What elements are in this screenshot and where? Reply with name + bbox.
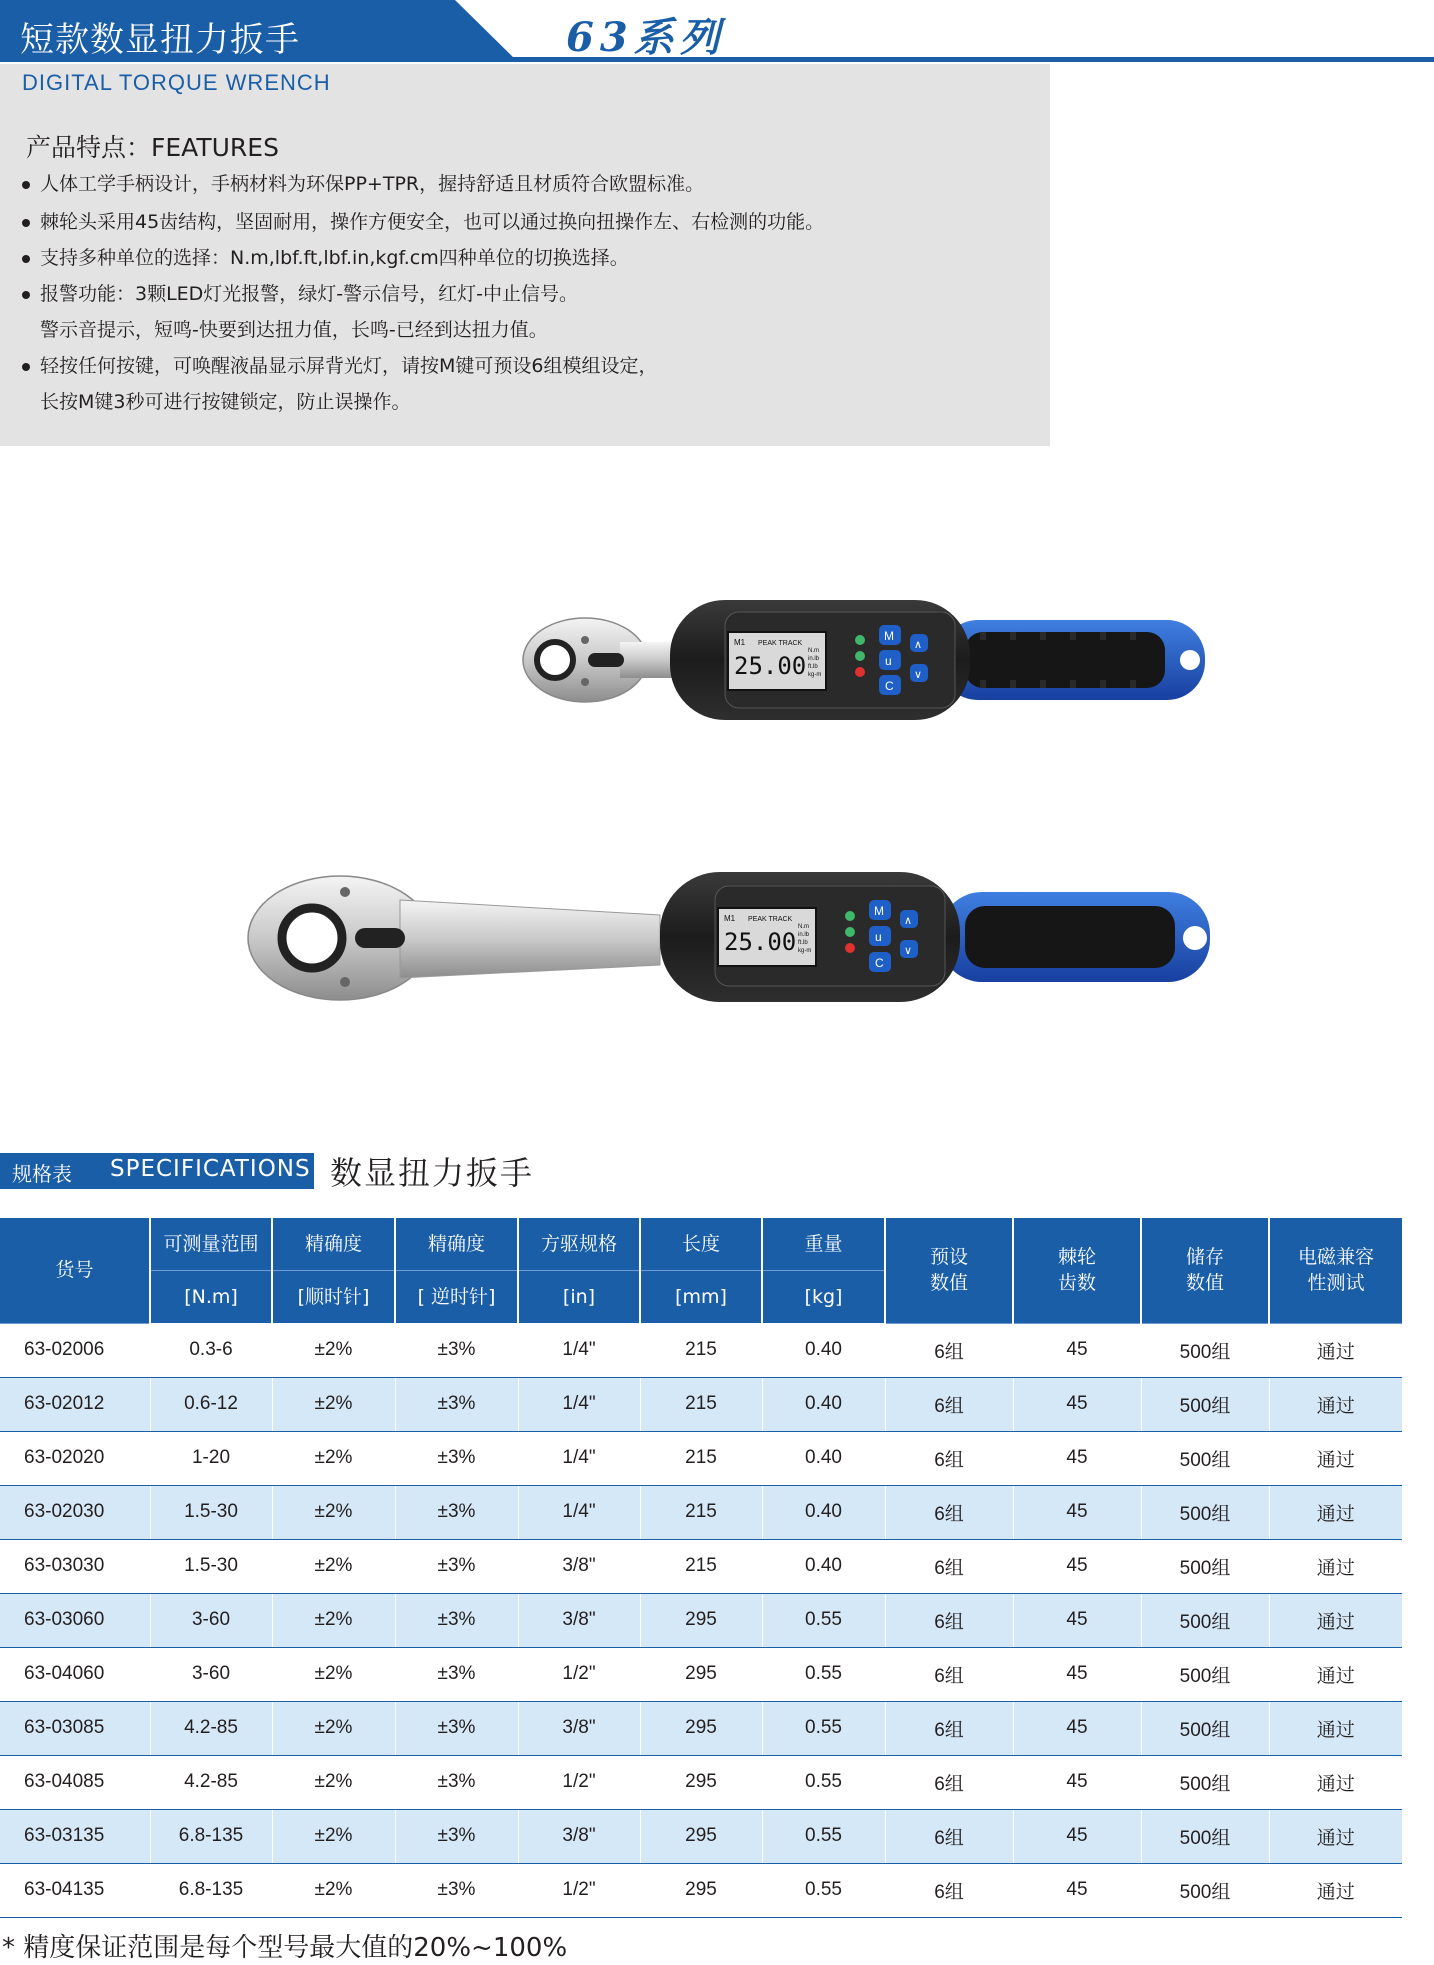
svg-text:N.m: N.m (798, 924, 809, 930)
table-cell: 通过 (1269, 1755, 1402, 1809)
table-cell: 63-03060 (0, 1593, 150, 1647)
table-cell: ±2% (272, 1485, 395, 1539)
table-cell: 3-60 (150, 1647, 272, 1701)
column-header (1141, 1218, 1269, 1323)
column-header: 长度 (640, 1218, 762, 1271)
table-cell: ±2% (272, 1701, 395, 1755)
table-cell: ±3% (395, 1485, 518, 1539)
accuracy-footnote: * 精度保证范围是每个型号最大值的20%~100% (2, 1933, 568, 1963)
table-cell: ±2% (272, 1755, 395, 1809)
lcd-reading: 25.00 (734, 652, 807, 680)
table-cell: ±3% (395, 1755, 518, 1809)
table-cell: 1/4" (518, 1485, 640, 1539)
wrench-short-image (510, 590, 1240, 740)
table-cell: 3/8" (518, 1593, 640, 1647)
table-cell: 1/2" (518, 1863, 640, 1917)
spec-title: 数显扭力扳手 (330, 1154, 535, 1192)
feature-text: 人体工学手柄设计，手柄材料为环保PP+TPR，握持舒适且材质符合欧盟标准。 (40, 173, 705, 195)
table-row (0, 1593, 1402, 1647)
feature-text: 支持多种单位的选择：N.m,lbf.ft,lbf.in,kgf.cm四种单位的切换选择。 (40, 247, 629, 269)
table-cell: ±2% (272, 1539, 395, 1593)
table-cell: 295 (640, 1701, 762, 1755)
feature-text: 报警功能：3颗LED灯光报警，绿灯-警示信号，红灯-中止信号。 (40, 283, 579, 305)
svg-text:M1: M1 (724, 914, 736, 923)
svg-text:∧: ∧ (914, 638, 923, 651)
table-cell: 6组 (885, 1485, 1013, 1539)
spec-table (0, 1218, 1402, 1918)
table-cell: 295 (640, 1647, 762, 1701)
table-cell: 0.55 (762, 1701, 885, 1755)
table-cell: 4.2-85 (150, 1755, 272, 1809)
column-header: 精确度 (395, 1218, 518, 1271)
table-cell: 6组 (885, 1863, 1013, 1917)
feature-item (18, 166, 1038, 202)
table-cell: 295 (640, 1863, 762, 1917)
column-header-text: 预设 (929, 1246, 968, 1269)
spec-tab-en: SPECIFICATIONS (110, 1156, 311, 1182)
table-row (0, 1809, 1402, 1863)
bullet-dot (22, 181, 30, 189)
svg-text:C: C (875, 956, 884, 970)
table-cell: 45 (1013, 1539, 1141, 1593)
table-cell: 0.40 (762, 1485, 885, 1539)
column-header (1013, 1218, 1141, 1323)
features-list (18, 166, 1038, 420)
table-cell: 500组 (1141, 1863, 1269, 1917)
table-row (0, 1755, 1402, 1809)
table-cell: ±3% (395, 1377, 518, 1431)
wrench-long-image (240, 860, 1240, 1020)
table-cell: 1/4" (518, 1323, 640, 1377)
table-cell: 通过 (1269, 1593, 1402, 1647)
table-cell: 0.55 (762, 1755, 885, 1809)
table-cell: 500组 (1141, 1377, 1269, 1431)
column-header-text: 数值 (1185, 1272, 1224, 1295)
table-cell: 通过 (1269, 1323, 1402, 1377)
bullet-dot (22, 363, 30, 371)
table-cell: 3-60 (150, 1593, 272, 1647)
column-header (885, 1218, 1013, 1323)
table-cell: 6组 (885, 1809, 1013, 1863)
table-cell: 通过 (1269, 1539, 1402, 1593)
table-cell: 1-20 (150, 1431, 272, 1485)
bullet-dot (22, 255, 30, 263)
table-row (0, 1539, 1402, 1593)
table-cell: 215 (640, 1539, 762, 1593)
table-cell: 295 (640, 1593, 762, 1647)
table-cell: 1/4" (518, 1431, 640, 1485)
column-header-text: 棘轮 (1057, 1246, 1096, 1269)
table-cell: 45 (1013, 1431, 1141, 1485)
column-unit: [ 逆时针] (395, 1271, 518, 1324)
table-cell: 6组 (885, 1377, 1013, 1431)
table-cell: 63-04085 (0, 1755, 150, 1809)
table-cell: 295 (640, 1755, 762, 1809)
table-row (0, 1701, 1402, 1755)
feature-text: 轻按任何按键，可唤醒液晶显示屏背光灯，请按M键可预设6组模组设定， (40, 355, 658, 377)
table-cell: 45 (1013, 1323, 1141, 1377)
bullet-dot (22, 291, 30, 299)
series-label: 63系列 (566, 14, 726, 61)
svg-text:PEAK TRACK: PEAK TRACK (748, 916, 793, 923)
table-cell: 6组 (885, 1431, 1013, 1485)
table-cell: 500组 (1141, 1485, 1269, 1539)
table-cell: 6.8-135 (150, 1863, 272, 1917)
table-cell: 63-03030 (0, 1539, 150, 1593)
table-cell: 0.40 (762, 1377, 885, 1431)
table-cell: 通过 (1269, 1485, 1402, 1539)
spec-tab-cn: 规格表 (12, 1162, 72, 1186)
table-cell: 1.5-30 (150, 1539, 272, 1593)
table-cell: 1.5-30 (150, 1485, 272, 1539)
spec-tab (0, 1153, 314, 1189)
column-unit: [kg] (762, 1271, 885, 1324)
lcd-units: N.m (808, 648, 819, 654)
table-cell: 0.55 (762, 1593, 885, 1647)
feature-item (18, 348, 1038, 420)
feature-item (18, 204, 1038, 240)
features-heading: 产品特点：FEATURES (26, 133, 279, 162)
column-unit: [顺时针] (272, 1271, 395, 1324)
table-cell: ±3% (395, 1809, 518, 1863)
table-row (0, 1647, 1402, 1701)
table-cell: 295 (640, 1809, 762, 1863)
english-subtitle: DIGITAL TORQUE WRENCH (22, 70, 331, 95)
column-header: 精确度 (272, 1218, 395, 1271)
table-cell: 0.55 (762, 1809, 885, 1863)
table-cell: 通过 (1269, 1701, 1402, 1755)
table-cell: 3/8" (518, 1809, 640, 1863)
table-cell: 63-02020 (0, 1431, 150, 1485)
table-cell: 500组 (1141, 1593, 1269, 1647)
spec-table-head (0, 1218, 1402, 1323)
svg-text:kg-m: kg-m (808, 672, 822, 678)
table-cell: 1/2" (518, 1755, 640, 1809)
table-cell: 4.2-85 (150, 1701, 272, 1755)
table-cell: 6组 (885, 1539, 1013, 1593)
table-cell: 6.8-135 (150, 1809, 272, 1863)
svg-text:u: u (885, 654, 892, 668)
table-row (0, 1431, 1402, 1485)
table-cell: 63-02030 (0, 1485, 150, 1539)
table-cell: ±3% (395, 1863, 518, 1917)
table-cell: 通过 (1269, 1431, 1402, 1485)
table-cell: 6组 (885, 1593, 1013, 1647)
table-cell: 通过 (1269, 1863, 1402, 1917)
table-cell: ±3% (395, 1593, 518, 1647)
table-cell: 500组 (1141, 1431, 1269, 1485)
table-cell: ±2% (272, 1377, 395, 1431)
table-cell: 500组 (1141, 1755, 1269, 1809)
table-cell: 1/2" (518, 1647, 640, 1701)
column-header: 重量 (762, 1218, 885, 1271)
table-cell: 45 (1013, 1755, 1141, 1809)
table-cell: 通过 (1269, 1377, 1402, 1431)
column-header (0, 1218, 150, 1323)
table-cell: 6组 (885, 1701, 1013, 1755)
table-cell: 500组 (1141, 1809, 1269, 1863)
svg-text:kg-m: kg-m (798, 948, 812, 954)
table-cell: 45 (1013, 1863, 1141, 1917)
table-cell: 3/8" (518, 1539, 640, 1593)
column-header: 方驱规格 (518, 1218, 640, 1271)
table-cell: 0.40 (762, 1323, 885, 1377)
table-cell: 215 (640, 1323, 762, 1377)
column-header: 可测量范围 (150, 1218, 272, 1271)
table-cell: 45 (1013, 1485, 1141, 1539)
table-cell: 0.3-6 (150, 1323, 272, 1377)
table-cell: ±3% (395, 1323, 518, 1377)
table-cell: 500组 (1141, 1539, 1269, 1593)
table-cell: 215 (640, 1377, 762, 1431)
page-title: 短款数显扭力扳手 (20, 20, 300, 60)
table-cell: 215 (640, 1431, 762, 1485)
table-cell: 63-04060 (0, 1647, 150, 1701)
spec-table-body (0, 1323, 1402, 1917)
table-cell: 0.55 (762, 1647, 885, 1701)
column-unit: [mm] (640, 1271, 762, 1324)
table-cell: 63-02006 (0, 1323, 150, 1377)
column-header-text: 数值 (929, 1272, 968, 1295)
svg-text:∨: ∨ (914, 668, 923, 681)
table-cell: 215 (640, 1485, 762, 1539)
column-header-text: 货号 (55, 1259, 94, 1282)
feature-text: 棘轮头采用45齿结构，坚固耐用，操作方便安全，也可以通过换向扭操作左、右检测的功能。 (40, 211, 825, 233)
table-cell: 6组 (885, 1647, 1013, 1701)
table-cell: 0.40 (762, 1431, 885, 1485)
table-cell: 63-04135 (0, 1863, 150, 1917)
table-cell: 0.40 (762, 1539, 885, 1593)
table-cell: ±2% (272, 1863, 395, 1917)
feature-text-continued: 警示音提示，短鸣-快要到达扭力值，长鸣-已经到达扭力值。 (40, 319, 548, 341)
table-cell: ±2% (272, 1431, 395, 1485)
table-cell: 63-03135 (0, 1809, 150, 1863)
table-cell: 500组 (1141, 1647, 1269, 1701)
table-cell: 45 (1013, 1647, 1141, 1701)
column-header (1269, 1218, 1402, 1323)
svg-text:ft.lb: ft.lb (798, 940, 808, 946)
table-cell: ±3% (395, 1701, 518, 1755)
table-row (0, 1323, 1402, 1377)
svg-text:M: M (874, 904, 884, 918)
table-cell: 0.6-12 (150, 1377, 272, 1431)
svg-text:M: M (884, 629, 894, 643)
table-cell: 63-03085 (0, 1701, 150, 1755)
feature-item (18, 240, 1038, 276)
table-cell: 45 (1013, 1701, 1141, 1755)
table-cell: 45 (1013, 1809, 1141, 1863)
column-unit: [N.m] (150, 1271, 272, 1324)
column-header-text: 电磁兼容 (1297, 1246, 1374, 1269)
table-row (0, 1485, 1402, 1539)
lcd-track: PEAK TRACK (758, 640, 803, 647)
table-cell: ±2% (272, 1809, 395, 1863)
table-cell: 6组 (885, 1755, 1013, 1809)
table-row (0, 1863, 1402, 1917)
table-cell: 通过 (1269, 1647, 1402, 1701)
table-cell: ±3% (395, 1431, 518, 1485)
bullet-dot (22, 219, 30, 227)
table-cell: 0.55 (762, 1863, 885, 1917)
column-header-text: 齿数 (1057, 1272, 1096, 1295)
table-cell: 500组 (1141, 1323, 1269, 1377)
svg-text:u: u (875, 930, 882, 944)
table-cell: 45 (1013, 1593, 1141, 1647)
table-cell: ±3% (395, 1647, 518, 1701)
column-header-text: 性测试 (1307, 1272, 1365, 1295)
table-cell: 通过 (1269, 1809, 1402, 1863)
table-cell: 6组 (885, 1323, 1013, 1377)
svg-text:C: C (885, 679, 894, 693)
table-cell: ±2% (272, 1323, 395, 1377)
svg-text:25.00: 25.00 (724, 928, 797, 956)
feature-text-continued: 长按M键3秒可进行按键锁定，防止误操作。 (40, 391, 411, 413)
table-cell: 3/8" (518, 1701, 640, 1755)
svg-text:ft.lb: ft.lb (808, 664, 818, 670)
table-cell: ±2% (272, 1647, 395, 1701)
table-cell: 1/4" (518, 1377, 640, 1431)
svg-text:∨: ∨ (904, 944, 913, 957)
column-unit: [in] (518, 1271, 640, 1324)
feature-item (18, 276, 1038, 348)
table-cell: 45 (1013, 1377, 1141, 1431)
svg-text:in.lb: in.lb (808, 656, 820, 662)
table-cell: 500组 (1141, 1701, 1269, 1755)
table-cell: 63-02012 (0, 1377, 150, 1431)
table-row (0, 1377, 1402, 1431)
table-cell: ±3% (395, 1539, 518, 1593)
svg-text:∧: ∧ (904, 914, 913, 927)
svg-text:in.lb: in.lb (798, 932, 810, 938)
lcd-mode: M1 (734, 638, 746, 647)
column-header-text: 储存 (1185, 1246, 1224, 1269)
table-cell: ±2% (272, 1593, 395, 1647)
